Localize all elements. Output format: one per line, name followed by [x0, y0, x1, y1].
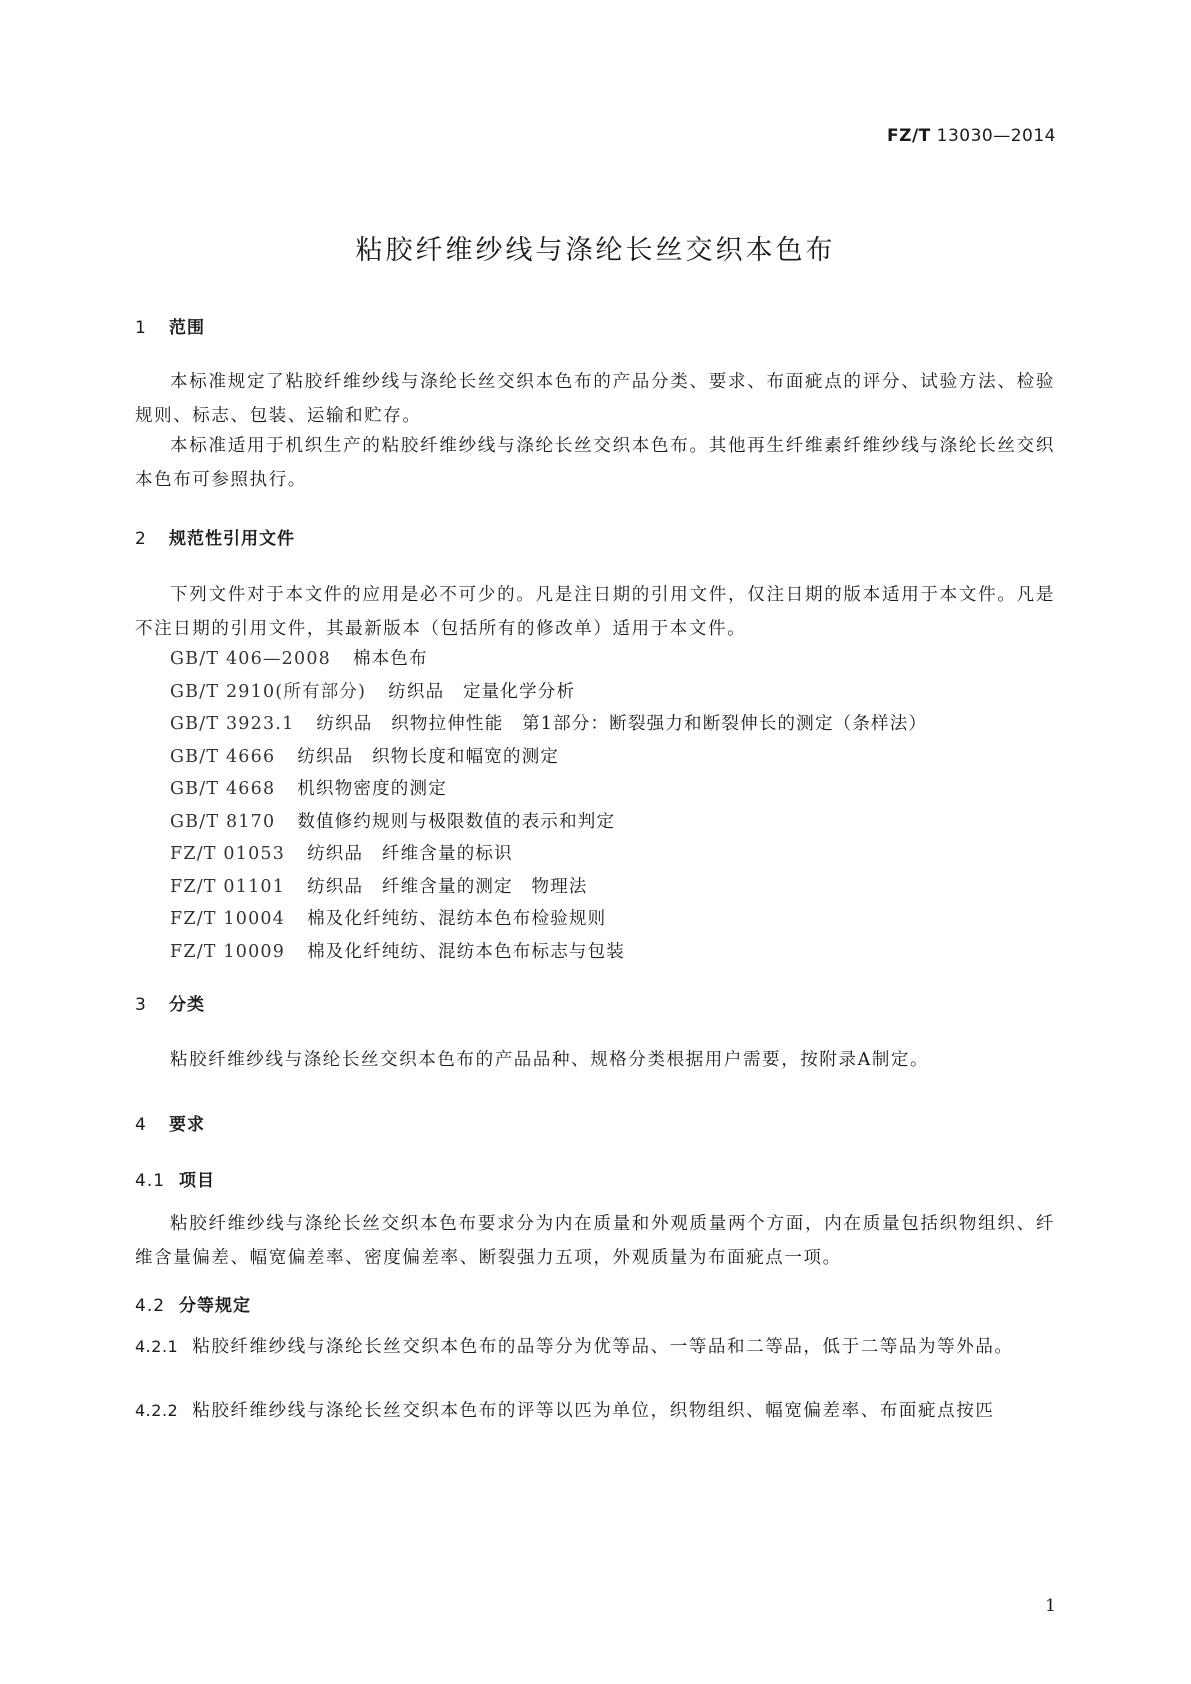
section-heading-requirements: [135, 1110, 205, 1135]
reference-code: GB/T 4668: [170, 779, 276, 799]
reference-code: FZ/T 01053: [170, 844, 286, 864]
section-title: 分类: [169, 995, 205, 1015]
reference-list: [170, 643, 927, 968]
reference-item: [170, 708, 927, 741]
reference-name: 棉及化纤纯纺、混纺本色布标志与包装: [307, 941, 626, 962]
subsection-number: 4.2: [135, 1296, 166, 1316]
reference-code: FZ/T 10004: [170, 909, 286, 929]
section-number: 3: [135, 995, 147, 1015]
subsection-heading-grading: [135, 1291, 251, 1316]
standard-code: FZ/T: [887, 126, 931, 146]
section-heading-normative-references: [135, 524, 295, 549]
section-heading-classification: [135, 990, 205, 1015]
subsection-heading-items: [135, 1166, 215, 1191]
standard-year: 13030—2014: [936, 126, 1056, 146]
reference-item: [170, 903, 927, 936]
subsection-number: 4.1: [135, 1171, 166, 1191]
scope-paragraph-2: 本标准适用于机织生产的粘胶纤维纱线与涤纶长丝交织本色布。其他再生纤维素纤维纱线与涤纶长丝交织本色布可参照执行。: [135, 436, 1055, 490]
section-number: 4: [135, 1115, 147, 1135]
clause-4-2-2: [135, 1394, 1055, 1428]
reference-item: [170, 676, 927, 709]
section-title: 规范性引用文件: [169, 529, 295, 549]
references-intro-paragraph: 下列文件对于本文件的应用是必不可少的。凡是注日期的引用文件，仅注日期的版本适用于本文件。凡是不注日期的引用文件，其最新版本（包括所有的修改单）适用于本文件。: [135, 585, 1055, 639]
items-paragraph: 粘胶纤维纱线与涤纶长丝交织本色布要求分为内在质量和外观质量两个方面，内在质量包括织物组织、纤维含量偏差、幅宽偏差率、密度偏差率、断裂强力五项，外观质量为布面疵点一项。: [135, 1214, 1055, 1268]
section-title: 范围: [169, 318, 205, 338]
reference-item: [170, 838, 927, 871]
page-number: 1: [1045, 1596, 1056, 1616]
reference-name: 机织物密度的测定: [297, 779, 447, 799]
subsection-title: 分等规定: [179, 1296, 251, 1316]
standard-number: [887, 126, 1056, 146]
clause-4-2-1: [135, 1330, 1055, 1364]
reference-name: 纺织品 织物长度和幅宽的测定: [297, 746, 560, 767]
document-title: 粘胶纤维纱线与涤纶长丝交织本色布: [355, 235, 836, 266]
section-heading-scope: [135, 313, 205, 338]
reference-item: [170, 741, 927, 774]
reference-code: FZ/T 10009: [170, 941, 286, 962]
reference-name: 纺织品 纤维含量的标识: [307, 844, 513, 864]
reference-code: GB/T 8170: [170, 811, 276, 832]
section-number: 2: [135, 529, 147, 549]
reference-item: [170, 871, 927, 904]
classification-paragraph: 粘胶纤维纱线与涤纶长丝交织本色布的产品品种、规格分类根据用户需要，按附录A制定。: [170, 1050, 930, 1070]
reference-code: GB/T 3923.1: [170, 714, 295, 734]
reference-name: 纺织品 定量化学分析: [388, 681, 576, 702]
reference-name: 棉本色布: [353, 649, 428, 669]
section-number: 1: [135, 318, 147, 338]
reference-name: 纺织品 纤维含量的测定 物理法: [307, 876, 588, 897]
clause-number: 4.2.2: [135, 1401, 179, 1420]
reference-name: 纺织品 织物拉伸性能 第1部分：断裂强力和断裂伸长的测定（条样法）: [316, 714, 928, 734]
clause-text: 粘胶纤维纱线与涤纶长丝交织本色布的品等分为优等品、一等品和二等品，低于二等品为等外品。: [192, 1337, 1014, 1357]
reference-name: 数值修约规则与极限数值的表示和判定: [297, 811, 616, 832]
subsection-title: 项目: [179, 1171, 215, 1191]
reference-code: GB/T 4666: [170, 746, 276, 767]
reference-code: FZ/T 01101: [170, 876, 286, 897]
reference-name: 棉及化纤纯纺、混纺本色布检验规则: [307, 909, 607, 929]
reference-item: [170, 643, 927, 676]
reference-item: [170, 773, 927, 806]
reference-code: GB/T 406—2008: [170, 649, 332, 669]
scope-paragraph-1: 本标准规定了粘胶纤维纱线与涤纶长丝交织本色布的产品分类、要求、布面疵点的评分、试验方法、检验规则、标志、包装、运输和贮存。: [135, 372, 1055, 426]
clause-text: 粘胶纤维纱线与涤纶长丝交织本色布的评等以匹为单位，织物组织、幅宽偏差率、布面疵点按匹: [192, 1401, 995, 1421]
clause-number: 4.2.1: [135, 1337, 179, 1356]
reference-item: [170, 806, 927, 839]
section-title: 要求: [169, 1115, 205, 1135]
reference-code: GB/T 2910(所有部分): [170, 681, 367, 702]
reference-item: [170, 936, 927, 969]
